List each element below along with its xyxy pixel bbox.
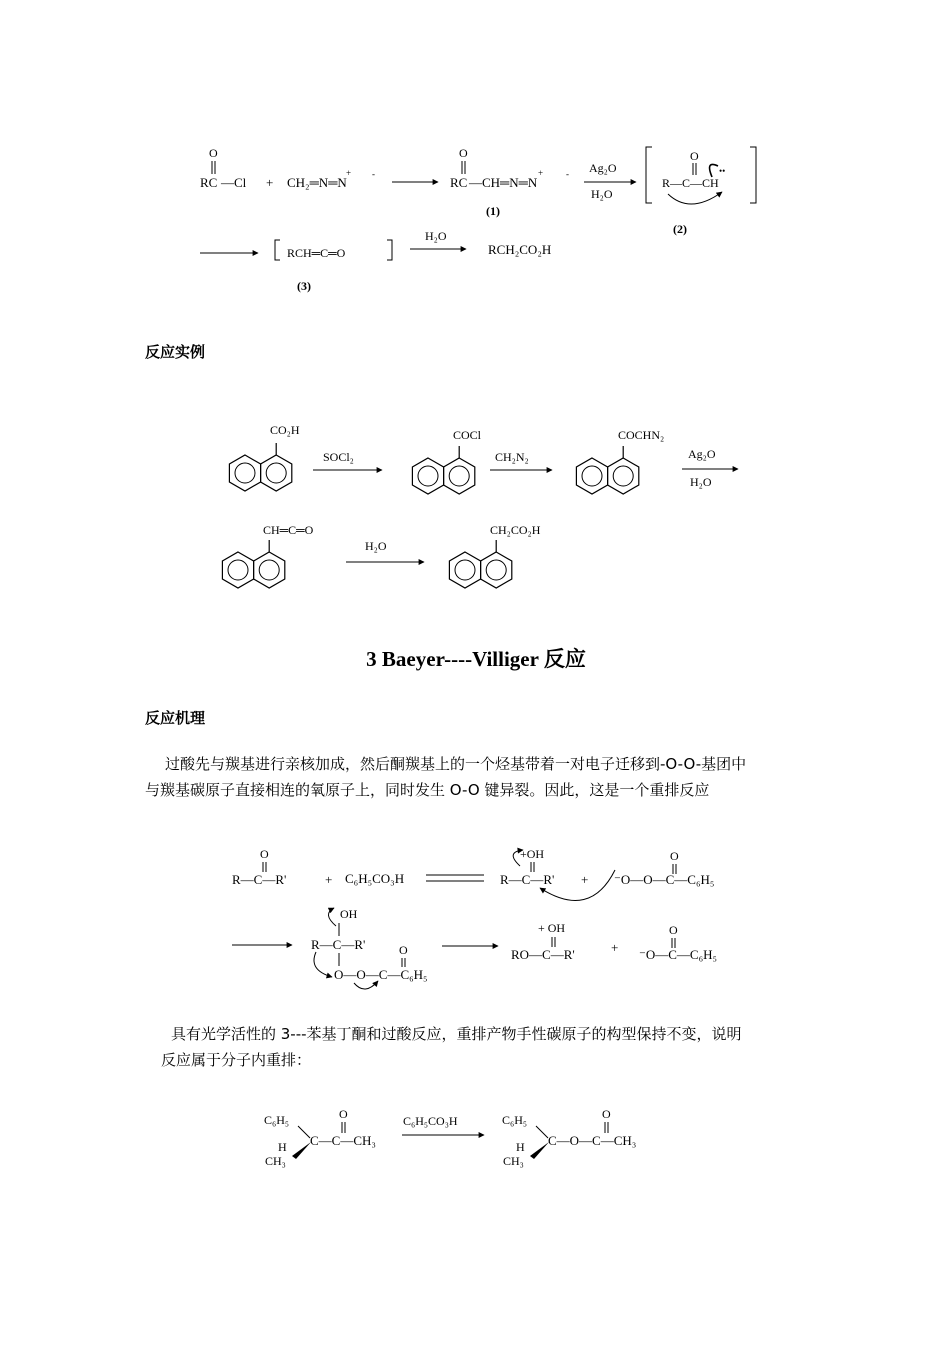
diazoketone bbox=[576, 428, 664, 494]
perbenzoate-anion bbox=[540, 849, 714, 900]
svg-text:O: O bbox=[209, 146, 218, 160]
equilibrium-arrow bbox=[426, 875, 484, 881]
section-title: 3 Baeyer----Villiger 反应 bbox=[366, 647, 586, 671]
svg-text:C₆H₅: C₆H₅ bbox=[264, 1113, 290, 1127]
reagent-water: H₂O bbox=[365, 539, 387, 553]
svg-text:CH₃: CH₃ bbox=[503, 1154, 524, 1168]
svg-text:OH: OH bbox=[340, 907, 358, 921]
svg-text:O: O bbox=[669, 923, 678, 937]
svg-text:H: H bbox=[278, 1140, 287, 1154]
mechanism-line: 过酸先与羰基进行亲核加成，然后酮羰基上的一个烃基带着一对电子迁移到-O-O-基团中 bbox=[165, 755, 747, 773]
svg-text:RO—C—R': RO—C—R' bbox=[511, 947, 575, 962]
svg-text:(3): (3) bbox=[297, 279, 311, 293]
svg-text:CO₂H: CO₂H bbox=[270, 423, 300, 437]
mechanism-heading: 反应机理 bbox=[145, 709, 206, 727]
chirality-line: 具有光学活性的 3---苯基丁酮和过酸反应，重排产物手性碳原子的构型保持不变，说明 bbox=[171, 1025, 742, 1043]
svg-text:R—C—R': R—C—R' bbox=[311, 937, 366, 952]
reagent-ag2o: Ag₂O bbox=[589, 161, 617, 175]
protonated-ester bbox=[511, 921, 575, 962]
ketone bbox=[232, 847, 286, 887]
diazoketone-intermediate bbox=[450, 146, 569, 218]
reagent-water: H₂O bbox=[425, 229, 447, 243]
svg-text:CH₃: CH₃ bbox=[265, 1154, 286, 1168]
reagent-diazomethane: CH₂N₂ bbox=[495, 450, 529, 464]
svg-text:O—O—C—C₆H₅: O—O—C—C₆H₅ bbox=[334, 967, 428, 982]
svg-text:COCHN₂: COCHN₂ bbox=[618, 428, 665, 442]
reagent-ag2o: Ag₂O bbox=[688, 447, 716, 461]
svg-text:C—C—CH₃: C—C—CH₃ bbox=[310, 1133, 376, 1148]
plus-sign: + bbox=[325, 872, 333, 887]
svg-text:O: O bbox=[690, 149, 699, 163]
naphthalene-example-scheme bbox=[0, 410, 952, 600]
mechanism-line: 与羰基碳原子直接相连的氧原子上，同时发生 O-O 键异裂。因此，这是一个重排反应 bbox=[145, 781, 710, 799]
svg-text:R—C—CH: R—C—CH bbox=[662, 176, 719, 190]
svg-text:O: O bbox=[459, 146, 468, 160]
naphthyl-ketene bbox=[222, 523, 313, 588]
svg-text:+: + bbox=[346, 168, 352, 178]
svg-text:O: O bbox=[602, 1107, 611, 1121]
svg-text:H: H bbox=[516, 1140, 525, 1154]
svg-text:••: •• bbox=[719, 166, 726, 176]
svg-text:R—C—R': R—C—R' bbox=[232, 872, 287, 887]
svg-text:—CH═N═N: —CH═N═N bbox=[469, 175, 538, 190]
svg-text:O: O bbox=[339, 1107, 348, 1121]
svg-text:COCl: COCl bbox=[453, 428, 482, 442]
svg-text:CH═C═O: CH═C═O bbox=[263, 523, 314, 537]
plus-sign: + bbox=[611, 940, 619, 955]
mechanism-paragraph bbox=[145, 751, 825, 803]
acyl-chloride bbox=[200, 146, 247, 190]
svg-text:—Cl: —Cl bbox=[221, 175, 247, 190]
naphthoic-acid bbox=[229, 423, 299, 491]
arndt-eistert-scheme bbox=[0, 130, 952, 310]
svg-text:+OH: +OH bbox=[520, 847, 545, 861]
svg-text:-: - bbox=[372, 169, 375, 179]
svg-text:⁻O—C—C₆H₅: ⁻O—C—C₆H₅ bbox=[639, 947, 718, 962]
chirality-line: 反应属于分子内重排： bbox=[161, 1051, 312, 1069]
naphthoyl-chloride bbox=[412, 428, 481, 494]
svg-text:O: O bbox=[260, 847, 269, 861]
example-heading: 反应实例 bbox=[145, 343, 206, 361]
svg-text:CH₂CO₂H: CH₂CO₂H bbox=[490, 523, 541, 537]
protonated-ketone bbox=[500, 847, 554, 887]
benzoate-anion bbox=[639, 923, 717, 962]
svg-text:CH₂═N═N: CH₂═N═N bbox=[287, 175, 347, 190]
chiral-retention-scheme bbox=[0, 1100, 952, 1180]
acetate-ester bbox=[502, 1107, 636, 1168]
svg-text:(1): (1) bbox=[486, 204, 500, 218]
ketene-intermediate bbox=[275, 240, 392, 293]
svg-text:O: O bbox=[670, 849, 679, 863]
svg-text:C₆H₅: C₆H₅ bbox=[502, 1113, 528, 1127]
svg-text:O: O bbox=[399, 943, 408, 957]
naphthylacetic-acid bbox=[449, 523, 540, 588]
diazomethane bbox=[287, 168, 375, 190]
plus-sign: + bbox=[266, 175, 274, 190]
acyl-carbene bbox=[646, 147, 756, 236]
reagent-perbenzoic-acid: C₆H₅CO₃H bbox=[403, 1114, 458, 1128]
svg-text:C—O—C—CH₃: C—O—C—CH₃ bbox=[548, 1133, 637, 1148]
svg-text:-: - bbox=[566, 169, 569, 179]
phenylbutanone bbox=[264, 1107, 376, 1168]
svg-text:RCH═C═O: RCH═C═O bbox=[287, 246, 346, 260]
chirality-paragraph bbox=[145, 1021, 825, 1073]
reagent-water: H₂O bbox=[591, 187, 613, 201]
baeyer-villiger-mechanism bbox=[0, 840, 952, 1000]
svg-text:R—C—R': R—C—R' bbox=[500, 872, 555, 887]
svg-text:⁻O—O—C—C₆H₅: ⁻O—O—C—C₆H₅ bbox=[614, 872, 715, 887]
reagent-socl2: SOCl₂ bbox=[323, 450, 354, 464]
criegee-adduct bbox=[311, 907, 428, 989]
perbenzoic-acid: C₆H₅CO₃H bbox=[345, 871, 405, 886]
svg-text:+: + bbox=[538, 168, 544, 178]
reagent-water: H₂O bbox=[690, 475, 712, 489]
svg-text:RC: RC bbox=[200, 175, 218, 190]
acid-product: RCH₂CO₂H bbox=[488, 242, 552, 257]
svg-text:+ OH: + OH bbox=[538, 921, 566, 935]
plus-sign: + bbox=[581, 872, 589, 887]
svg-text:RC: RC bbox=[450, 175, 468, 190]
svg-text:(2): (2) bbox=[673, 222, 687, 236]
